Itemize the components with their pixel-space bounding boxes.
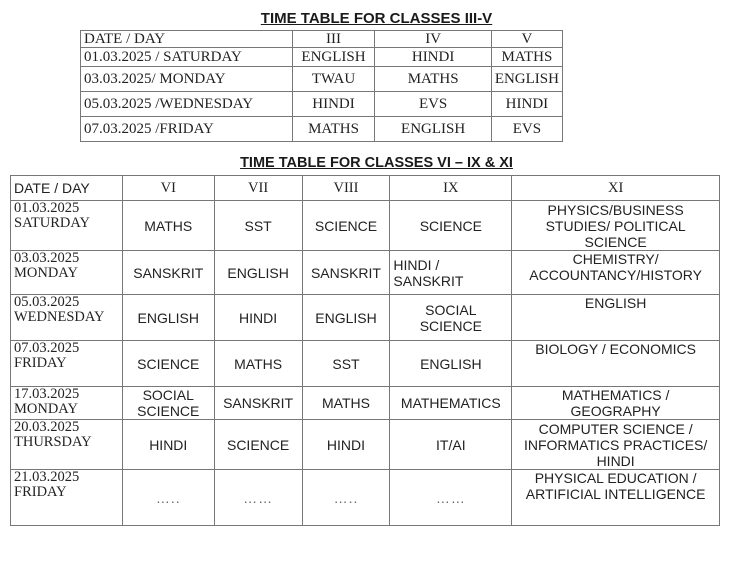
date-text: 01.03.2025	[14, 200, 80, 216]
subject-cell: SCIENCE	[302, 201, 390, 251]
subject-cell: ENGLISH	[491, 67, 562, 92]
table-header-row	[11, 176, 720, 201]
subject-cell: SCIENCE	[390, 201, 512, 251]
date-day-cell	[11, 251, 123, 295]
header-class-v: V	[491, 31, 562, 48]
subject-cell: HINDI	[375, 48, 491, 67]
header-class-iii: III	[292, 31, 375, 48]
date-day-cell	[11, 295, 123, 341]
subject-cell: HINDI	[122, 420, 214, 470]
table-row	[11, 251, 720, 295]
header-class-viii: VIII	[302, 176, 390, 201]
subject-cell: SST	[302, 341, 390, 387]
subject-cell: HINDI	[491, 92, 562, 117]
date-text: 05.03.2025	[14, 294, 80, 310]
table-row	[11, 201, 720, 251]
subject-cell: BIOLOGY / ECONOMICS	[512, 341, 720, 387]
date-day-cell	[11, 420, 123, 470]
subject-cell: HINDI	[292, 92, 375, 117]
subject-cell: SCIENCE	[122, 341, 214, 387]
table-row	[81, 67, 563, 92]
subject-cell: ENGLISH	[292, 48, 375, 67]
date-text: 20.03.2025	[14, 419, 80, 435]
header-date-day: DATE / DAY	[81, 31, 293, 48]
subject-cell: PHYSICS/BUSINESS STUDIES/ POLITICAL SCIENCE	[512, 201, 720, 251]
subject-cell: ENGLISH	[512, 295, 720, 341]
date-day-cell: 05.03.2025 /WEDNESDAY	[81, 92, 293, 117]
subject-cell: ENGLISH	[214, 251, 302, 295]
subject-cell: EVS	[491, 117, 562, 142]
subject-cell: ENGLISH	[122, 295, 214, 341]
subject-cell: MATHS	[375, 67, 491, 92]
empty-slot-cell: …..	[122, 470, 214, 526]
date-day-cell	[11, 201, 123, 251]
date-text: 17.03.2025	[14, 386, 80, 402]
header-class-iv: IV	[375, 31, 491, 48]
subject-cell: ENGLISH	[375, 117, 491, 142]
subject-cell: MATHS	[302, 387, 390, 420]
header-class-vii: VII	[214, 176, 302, 201]
subject-cell: ENGLISH	[390, 341, 512, 387]
date-day-cell: 01.03.2025 / SATURDAY	[81, 48, 293, 67]
day-text: FRIDAY	[14, 484, 67, 500]
subject-cell: IT/AI	[390, 420, 512, 470]
header-class-xi: XI	[512, 176, 720, 201]
subject-cell: MATHS	[491, 48, 562, 67]
empty-slot-cell: ……	[214, 470, 302, 526]
table-row	[11, 470, 720, 526]
date-day-cell: 03.03.2025/ MONDAY	[81, 67, 293, 92]
header-class-vi: VI	[122, 176, 214, 201]
subject-cell: MATHEMATICS / GEOGRAPHY	[512, 387, 720, 420]
table-row	[81, 117, 563, 142]
table-header-row	[81, 31, 563, 48]
subject-cell: MATHS	[292, 117, 375, 142]
date-text: 07.03.2025	[14, 340, 80, 356]
subject-cell: HINDI	[214, 295, 302, 341]
subject-cell: PHYSICAL EDUCATION / ARTIFICIAL INTELLIGENCE	[512, 470, 720, 526]
subject-cell: SANSKRIT	[302, 251, 390, 295]
table-row	[11, 387, 720, 420]
table-row	[81, 48, 563, 67]
table-row	[11, 295, 720, 341]
table-row	[11, 420, 720, 470]
subject-cell: EVS	[375, 92, 491, 117]
date-text: 21.03.2025	[14, 469, 80, 485]
day-text: THURSDAY	[14, 434, 92, 450]
date-day-cell	[11, 470, 123, 526]
subject-cell: ENGLISH	[302, 295, 390, 341]
timetable-title-classes-iii-v: TIME TABLE FOR CLASSES III-V	[260, 10, 493, 27]
subject-cell: MATHS	[122, 201, 214, 251]
day-text: FRIDAY	[14, 355, 67, 371]
subject-cell: HINDI	[302, 420, 390, 470]
timetable-classes-iii-v	[80, 30, 563, 142]
empty-slot-cell: …..	[302, 470, 390, 526]
date-day-cell	[11, 341, 123, 387]
header-date-day: DATE / DAY	[11, 176, 123, 201]
day-text: MONDAY	[14, 265, 78, 281]
table-row	[81, 92, 563, 117]
subject-cell: SST	[214, 201, 302, 251]
timetable-title-classes-vi-ix-xi: TIME TABLE FOR CLASSES VI – IX & XI	[240, 155, 513, 171]
day-text: MONDAY	[14, 401, 78, 417]
subject-cell: TWAU	[292, 67, 375, 92]
subject-cell: MATHEMATICS	[390, 387, 512, 420]
subject-cell: SOCIAL SCIENCE	[122, 387, 214, 420]
subject-cell: SCIENCE	[214, 420, 302, 470]
day-text: WEDNESDAY	[14, 309, 105, 325]
subject-cell: COMPUTER SCIENCE / INFORMATICS PRACTICES/ HINDI	[512, 420, 720, 470]
timetable-classes-vi-ix-xi	[10, 175, 720, 526]
subject-cell: SOCIAL SCIENCE	[390, 295, 512, 341]
subject-cell: SANSKRIT	[122, 251, 214, 295]
subject-cell: HINDI / SANSKRIT	[390, 251, 512, 295]
subject-cell: MATHS	[214, 341, 302, 387]
date-day-cell	[11, 387, 123, 420]
day-text: SATURDAY	[14, 215, 91, 231]
empty-slot-cell: ……	[390, 470, 512, 526]
subject-cell: SANSKRIT	[214, 387, 302, 420]
table-row	[11, 341, 720, 387]
subject-cell: CHEMISTRY/ ACCOUNTANCY/HISTORY	[512, 251, 720, 295]
date-day-cell: 07.03.2025 /FRIDAY	[81, 117, 293, 142]
date-text: 03.03.2025	[14, 250, 80, 266]
header-class-ix: IX	[390, 176, 512, 201]
